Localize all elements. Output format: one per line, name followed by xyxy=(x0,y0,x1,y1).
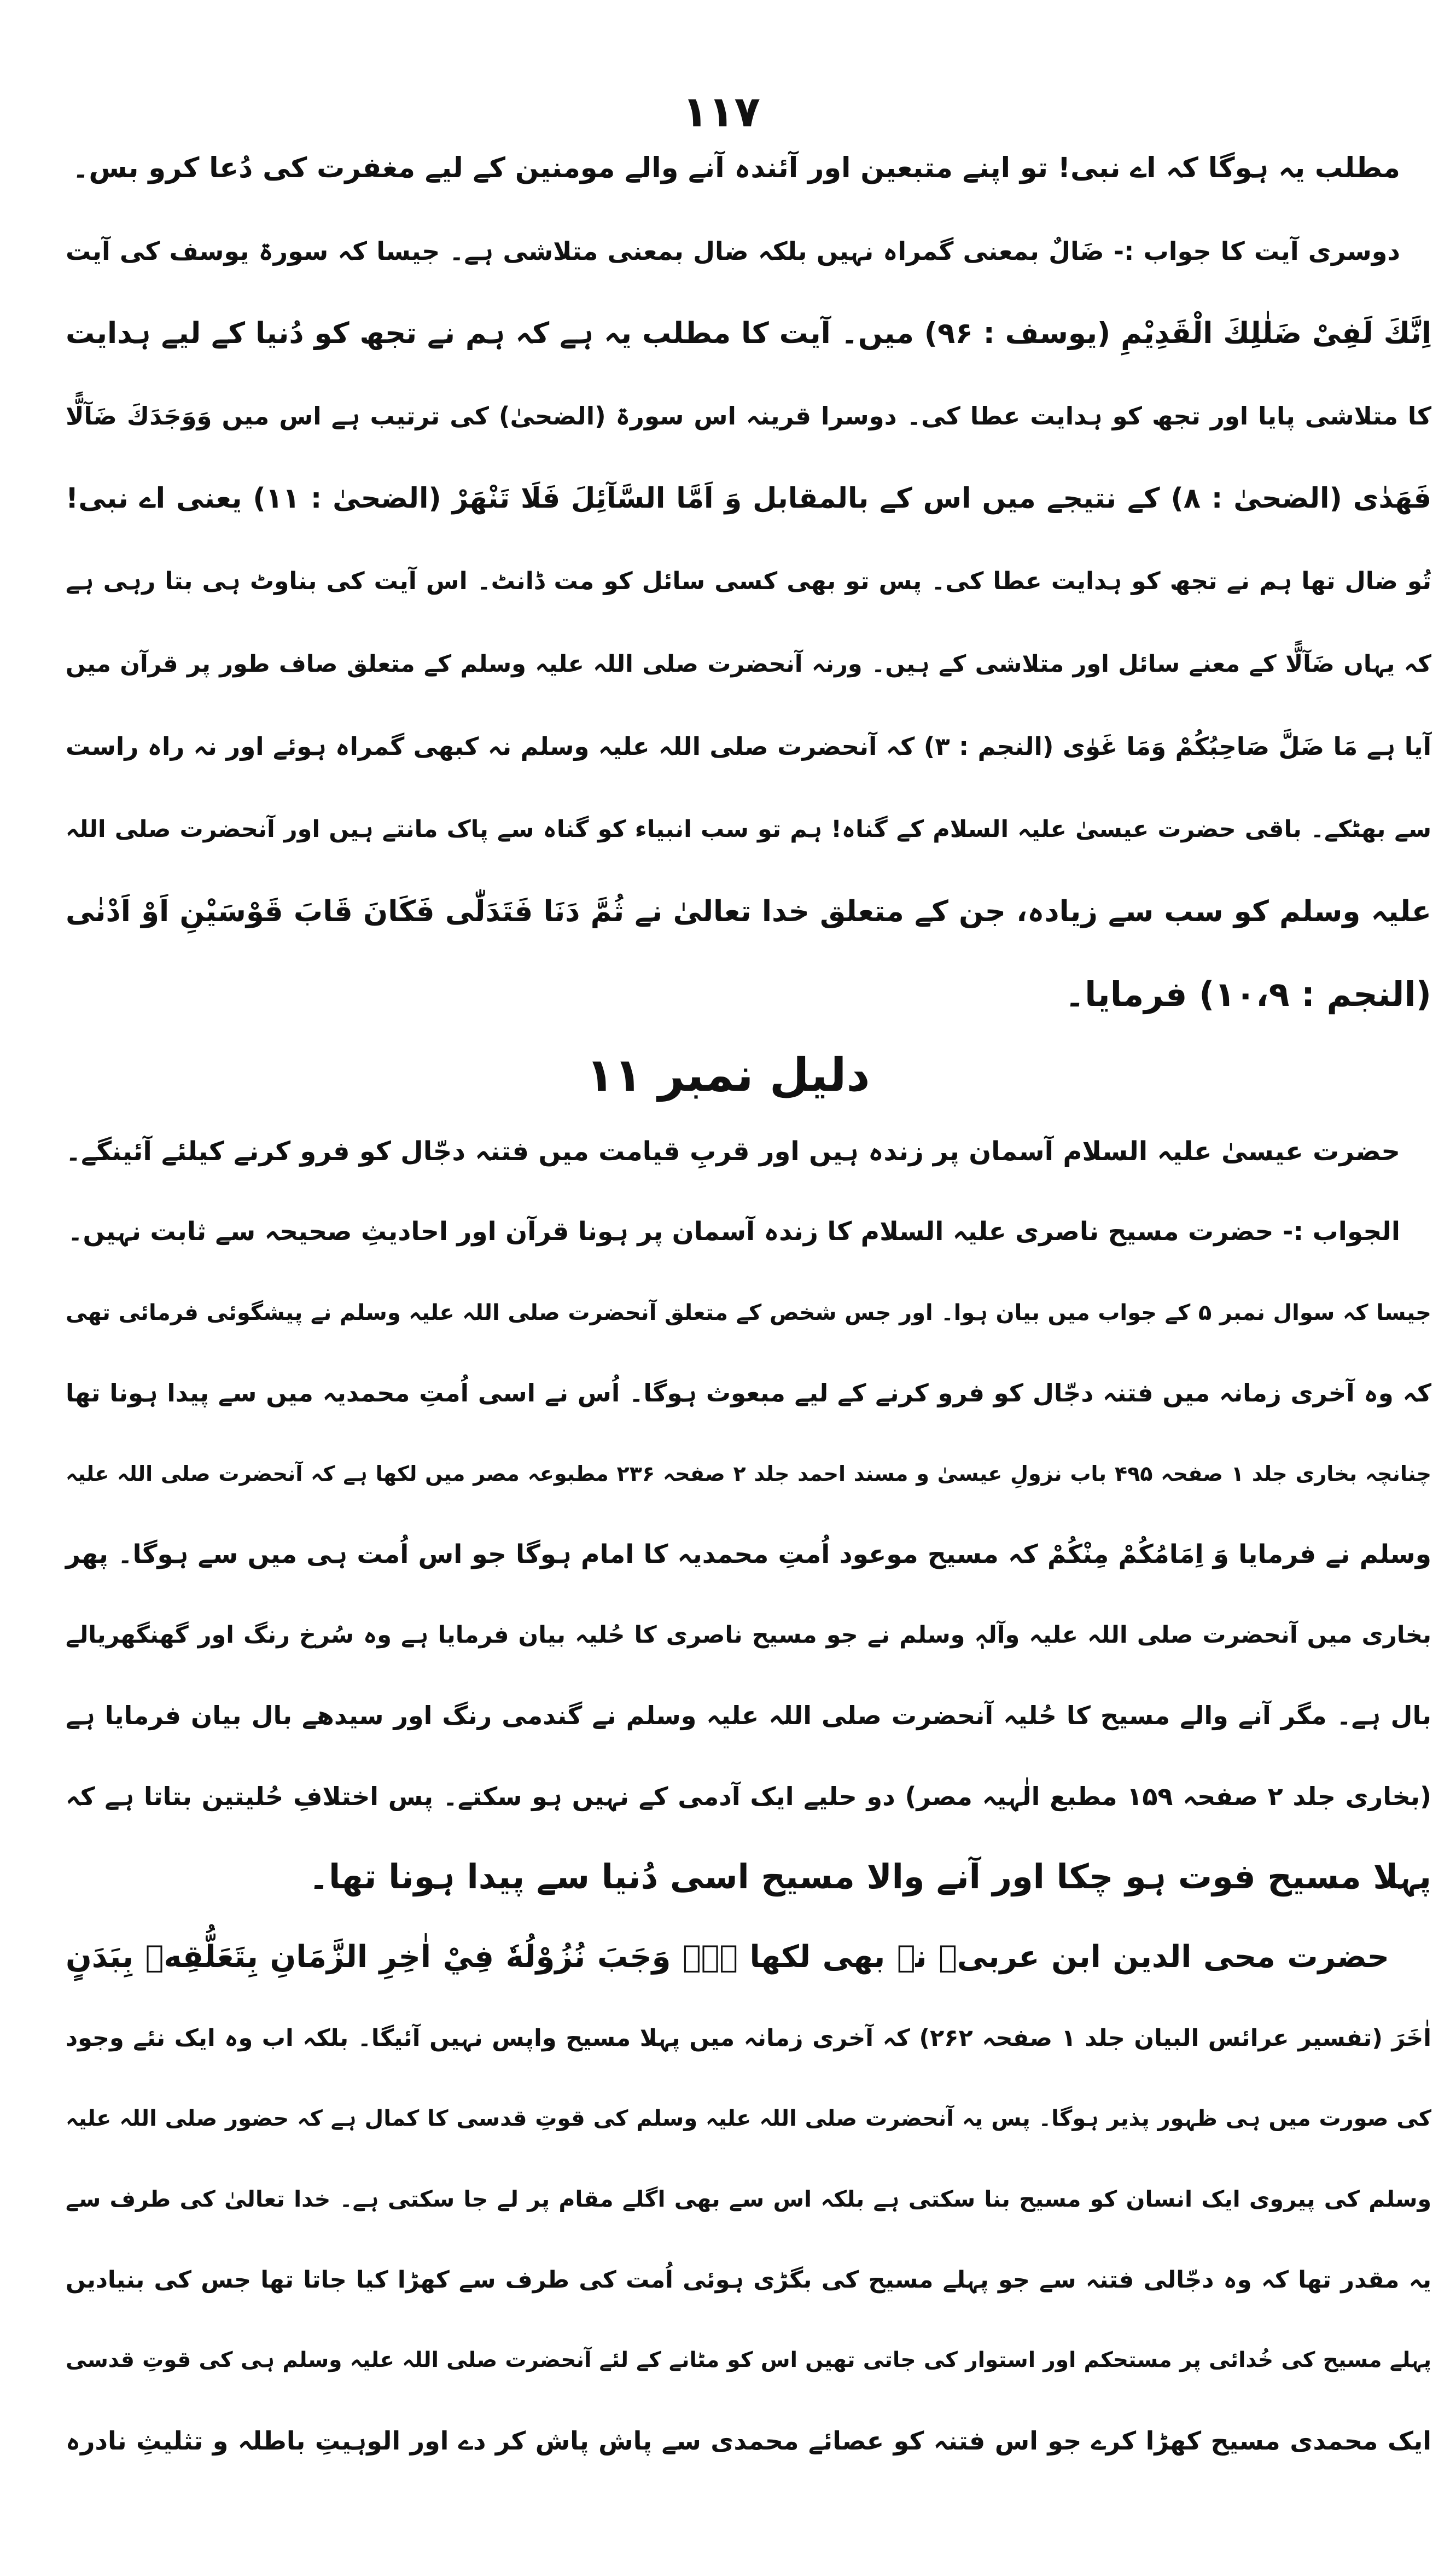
text-line: فَهَدٰى (الضحیٰ : ۸) کے نتیجے میں اس کے بالمقابل وَ اَمَّا السَّآئِلَ فَلَا تَنْهَرْ (الضحیٰ : ۱۱) یعنی اے نبی! xyxy=(66,482,1431,515)
text-line: وسلم نے فرمایا وَ اِمَامُكُمْ مِنْكُمْ کہ مسیح موعود اُمتِ محمدیہ کا امام ہوگا جو اس اُمت ہی میں سے ہوگا۔ پھر xyxy=(66,1539,1431,1569)
text-line: بخاری میں آنحضرت صلی اللہ علیہ وآلہٖ وسلم نے جو مسیح ناصری کا حُلیہ بیان فرمایا ہے وہ سُرخ رنگ اور گھنگھریالے xyxy=(66,1621,1431,1649)
text-line: اِنَّكَ لَفِىْ ضَلٰلِكَ الْقَدِيْمِ (یوسف : ۹۶) میں۔ آیت کا مطلب یہ ہے کہ ہم نے تجھ کو دُنیا کے لیے ہدایت xyxy=(66,317,1431,350)
text-line: بال ہے۔ مگر آنے والے مسیح کا حُلیہ آنحضرت صلی اللہ علیہ وسلم نے گندمی رنگ اور سیدھے بال بیان فرمایا ہے xyxy=(66,1701,1431,1730)
text-line: مطلب یہ ہوگا کہ اے نبی! تو اپنے متبعین اور آئندہ آنے والے مومنین کے لیے مغفرت کی دُعا کرو بس۔ xyxy=(72,152,1400,184)
text-line: حضرت محی الدین ابن عربیؒ نے بھی لکھا ہے۔ وَجَبَ نُزُوْلُهٗ فِيْ اٰخِرِ الزَّمَانِ بِتَعَلُّقِهٖ بِبَدَنٍ xyxy=(66,1939,1389,1975)
text-line: کہ یہاں ضَآلًّا کے معنے سائل اور متلاشی کے ہیں۔ ورنہ آنحضرت صلی اللہ علیہ وسلم کے متعلق صاف طور پر قرآن میں xyxy=(66,650,1431,678)
text-line: چنانچہ بخاری جلد ۱ صفحہ ۴۹۵ باب نزولِ عیسیٰ و مسند احمد جلد ۲ صفحہ ۲۳۶ مطبوعہ مصر میں لکھا ہے کہ آنحضرت صلی اللہ علیہ xyxy=(66,1462,1432,1486)
text-line: کا متلاشی پایا اور تجھ کو ہدایت عطا کی۔ دوسرا قرینہ اس سورۃ (الضحیٰ) کی ترتیب ہے اس میں وَوَجَدَكَ ضَآلًّا xyxy=(66,402,1431,430)
text-line: دوسری آیت کا جواب :- ضَالٌ بمعنی گمراہ نہیں بلکہ ضال بمعنی متلاشی ہے۔ جیسا کہ سورۃ یوسف کی آیت xyxy=(66,236,1400,266)
text-line: (النجم : ۱۰،۹) فرمایا۔ xyxy=(1064,974,1431,1014)
text-line: کہ وہ آخری زمانہ میں فتنہ دجّال کو فرو کرنے کے لیے مبعوث ہوگا۔ اُس نے اسی اُمتِ محمدیہ میں سے پیدا ہونا تھا xyxy=(66,1378,1431,1407)
text-line: (بخاری جلد ۲ صفحہ ۱۵۹ مطبع الٰہیہ مصر) دو حلیے ایک آدمی کے نہیں ہو سکتے۔ پس اختلافِ حُلیتین بتاتا ہے کہ xyxy=(66,1782,1431,1811)
text-line: الجواب :- حضرت مسیح ناصری علیہ السلام کا زندہ آسمان پر ہونا قرآن اور احادیثِ صحیحہ سے ثابت نہیں۔ xyxy=(67,1217,1400,1247)
section-heading: دلیل نمبر ۱۱ xyxy=(586,1048,870,1102)
text-line: وسلم کی پیروی ایک انسان کو مسیح بنا سکتی ہے بلکہ اس سے بھی اگلے مقام پر لے جا سکتی ہے۔ خدا تعالیٰ کی طرف سے xyxy=(66,2186,1431,2212)
text-line: ایک محمدی مسیح کھڑا کرے جو اس فتنہ کو عصائے محمدی سے پاش پاش کر دے اور الوہیتِ باطلہ و تثلیثِ نادرہ xyxy=(66,2426,1431,2456)
text-line: کی صورت میں ہی ظہور پذیر ہوگا۔ پس یہ آنحضرت صلی اللہ علیہ وسلم کی قوتِ قدسی کا کمال ہے کہ حضور صلی اللہ علیہ xyxy=(66,2106,1431,2131)
text-line: جیسا کہ سوال نمبر ۵ کے جواب میں بیان ہوا۔ اور جس شخص کے متعلق آنحضرت صلی اللہ علیہ وسلم نے پیشگوئی فرمائی تھی xyxy=(66,1300,1431,1325)
text-line: اٰخَرَ (تفسیر عرائس البیان جلد ۱ صفحہ ۲۶۲) کہ آخری زمانہ میں پہلا مسیح واپس نہیں آئیگا۔ بلکہ اب وہ ایک نئے وجود xyxy=(66,2024,1431,2052)
text-line: پہلے مسیح کی خُدائی پر مستحکم اور استوار کی جاتی تھیں اس کو مٹانے کے لئے آنحضرت صلی اللہ علیہ وسلم ہی کی قوتِ قدسی xyxy=(66,2348,1431,2372)
text-line: سے بھٹکے۔ باقی حضرت عیسیٰ علیہ السلام کے گناہ! ہم تو سب انبیاء کو گناہ سے پاک مانتے ہیں اور آنحضرت صلی اللہ xyxy=(66,816,1431,843)
text-line: علیہ وسلم کو سب سے زیادہ، جن کے متعلق خدا تعالیٰ نے ثُمَّ دَنَا فَتَدَلّٰى فَكَانَ قَابَ قَوْسَيْنِ اَوْ اَدْنٰى xyxy=(66,895,1431,928)
page-number: ۱۱۷ xyxy=(682,88,760,137)
text-line: پہلا مسیح فوت ہو چکا اور آنے والا مسیح اسی دُنیا سے پیدا ہونا تھا۔ xyxy=(308,1857,1431,1896)
text-line: تُو ضال تھا ہم نے تجھ کو ہدایت عطا کی۔ پس تو بھی کسی سائل کو مت ڈانٹ۔ اس آیت کی بناوٹ ہی بتا رہی ہے xyxy=(66,567,1431,595)
text-line: آیا ہے مَا ضَلَّ صَاحِبُكُمْ وَمَا غَوٰى (النجم : ۳) کہ آنحضرت صلی اللہ علیہ وسلم نہ کبھی گمراہ ہوئے اور نہ راہ راست xyxy=(66,732,1431,761)
text-line: یہ مقدر تھا کہ وہ دجّالی فتنہ سے جو پہلے مسیح کی بگڑی ہوئی اُمت کی طرف سے کھڑا کیا جاتا تھا جس کی بنیادیں xyxy=(66,2266,1431,2294)
text-line: حضرت عیسیٰ علیہ السلام آسمان پر زندہ ہیں اور قربِ قیامت میں فتنہ دجّال کو فرو کرنے کیلئے آئینگے۔ xyxy=(66,1136,1400,1167)
